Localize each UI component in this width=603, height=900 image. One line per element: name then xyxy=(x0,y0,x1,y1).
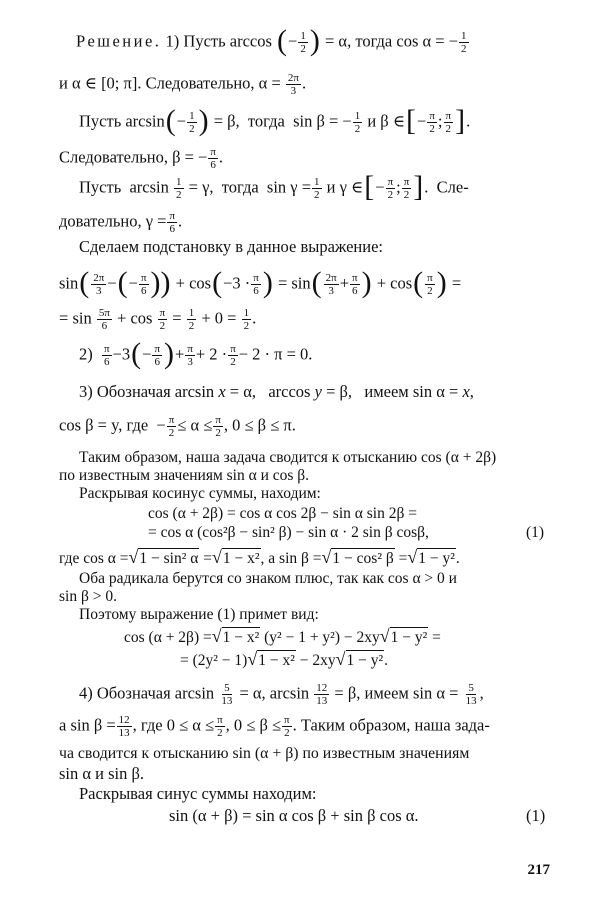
solution-line-1: Решение. 1) Пусть arccos (− $\frac{1}{2}$ ) = α, тогда cos α = − $\frac{1}{2}$ xyxy=(76,23,467,57)
equation-number-1b: (1) xyxy=(526,806,546,825)
expanding-sin-line: Раскрывая синус суммы находим: xyxy=(79,784,317,803)
conclusion-line-2: по известным значениям sin α и cos β. xyxy=(59,467,310,484)
equation-number-1: (1) xyxy=(526,524,545,541)
substituted-formula-line-2: = (2y² − 1)√1 − x² − 2xy√1 − y². xyxy=(180,649,389,669)
part-4-line-2: a sin β = $\frac{12}{13}$ , где 0 ≤ α ≤ $\frac{\pi}{2}$ , 0 ≤ β ≤ $\frac{\pi}{2}$ . Таким образом, наша зада- xyxy=(59,714,490,739)
solution-line-5: Пусть arcsin $\frac{1}{2}$ = γ, тогда sin γ = $\frac{1}{2}$ и γ ∈[− $\frac{\pi}{2}$ ; $\frac{\pi}{2}$ ]. Сле- xyxy=(79,169,469,203)
solution-line-3: Пусть arcsin(− $\frac{1}{2}$ ) = β, тогда sin β = − $\frac{1}{2}$ и β ∈[− $\frac{\pi}{2}$ ; $\frac{\pi}{2}$ ]. xyxy=(79,103,471,137)
part-2-line: 2) $\frac{\pi}{6}$ −3(− $\frac{\pi}{6}$ )+ $\frac{\pi}{3}$ + 2 · $\frac{\pi}{2}$ − 2 · π = 0. xyxy=(79,336,313,370)
part-4-line-3: ча сводится к отысканию sin (α + β) по известным значениям xyxy=(59,745,470,762)
solution-heading: Решение. xyxy=(76,31,162,51)
part-3-line-1: 3) Обозначая arcsin x = α, arccos y = β, имеем sin α = x, xyxy=(79,382,474,401)
therefore-line: Поэтому выражение (1) примет вид: xyxy=(79,606,319,623)
solution-line-4: Следовательно, β = − $\frac{\pi}{6}$ . xyxy=(59,146,224,171)
solution-line-6: довательно, γ = $\frac{\pi}{6}$ . xyxy=(59,210,183,235)
conclusion-line-1: Таким образом, наша задача сводится к отысканию cos (α + 2β) xyxy=(79,449,497,466)
substitution-line-1: sin( $\frac{2\pi}{3}$ −(− $\frac{\pi}{6}$ )) + cos(−3 · $\frac{\pi}{6}$ ) = sin( $\frac{2\pi}{3}$ + $\frac{\pi}{6}$ ) + cos( $\frac{\pi}{2}$ ) = xyxy=(59,265,462,299)
substituted-formula-line-1: cos (α + 2β) =√1 − x² (y² − 1 + y²) − 2xy√1 − y² = xyxy=(124,626,441,646)
page-number: 217 xyxy=(527,862,550,878)
both-radicals-line-1: Оба радикала берутся со знаком плюс, так как cos α > 0 и xyxy=(79,570,457,587)
cos-formula-line-1: cos (α + 2β) = cos α cos 2β − sin α sin 2β = xyxy=(148,505,417,522)
part-3-line-2: cos β = y, где − $\frac{\pi}{2}$ ≤ α ≤ $\frac{\pi}{2}$ , 0 ≤ β ≤ π. xyxy=(59,414,296,439)
part-4-line-4: sin α и sin β. xyxy=(59,764,145,783)
expanding-cos-line: Раскрывая косинус суммы, находим: xyxy=(79,485,321,502)
substitution-line-2: = sin $\frac{5\pi}{6}$ + cos $\frac{\pi}{2}$ = $\frac{1}{2}$ + 0 = $\frac{1}{2}$ . xyxy=(59,307,257,332)
part-4-line-1: 4) Обозначая arcsin $\frac{5}{13}$ = α, arcsin $\frac{12}{13}$ = β, имеем sin α = $\frac{5}{13}$ , xyxy=(79,682,484,707)
sin-formula: sin (α + β) = sin α cos β + sin β cos α. xyxy=(169,806,419,825)
solution-line-7: Сделаем подстановку в данное выражение: xyxy=(79,237,383,256)
cos-formula-line-2: = cos α (cos²β − sin² β) − sin α · 2 sin β cosβ, xyxy=(148,524,429,541)
both-radicals-line-2: sin β > 0. xyxy=(59,588,117,605)
radicals-line: где cos α =√1 − sin² α =√1 − x², а sin β =√1 − cos² β =√1 − y². xyxy=(59,547,460,567)
solution-line-2: и α ∈ [0; π]. Следовательно, α = $\frac{2\pi}{3}$ . xyxy=(59,72,307,97)
